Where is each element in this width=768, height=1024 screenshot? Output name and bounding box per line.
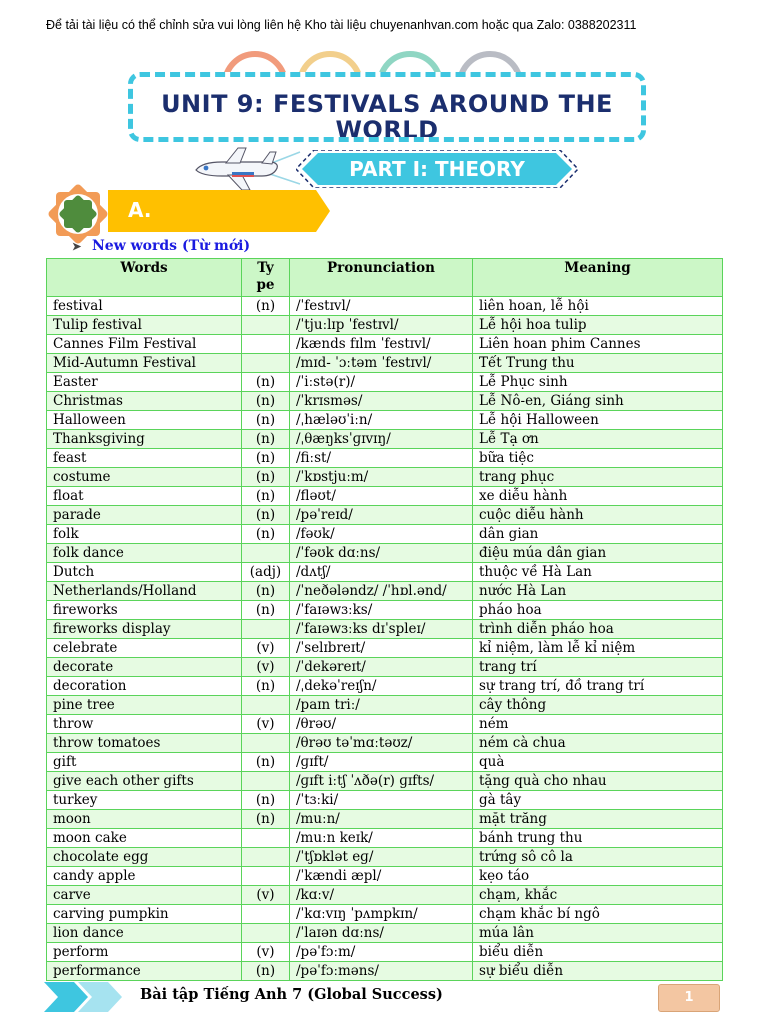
word-cell: costume bbox=[47, 468, 242, 487]
type-cell: (v) bbox=[242, 658, 290, 677]
table-row bbox=[47, 316, 723, 335]
pronunciation-cell: /ˈselɪbreɪt/ bbox=[290, 639, 473, 658]
double-chevron-icon bbox=[44, 982, 128, 1012]
word-cell: fireworks display bbox=[47, 620, 242, 639]
word-cell: Dutch bbox=[47, 563, 242, 582]
word-cell: give each other gifts bbox=[47, 772, 242, 791]
table-row bbox=[47, 297, 723, 316]
word-cell: fireworks bbox=[47, 601, 242, 620]
type-cell bbox=[242, 734, 290, 753]
table-row bbox=[47, 335, 723, 354]
title-box bbox=[128, 72, 646, 142]
pronunciation-cell: /muːn keɪk/ bbox=[290, 829, 473, 848]
pronunciation-cell: /ˈkrɪsməs/ bbox=[290, 392, 473, 411]
meaning-cell: Lễ hội Halloween bbox=[473, 411, 723, 430]
pronunciation-cell: /dʌtʃ/ bbox=[290, 563, 473, 582]
type-cell bbox=[242, 829, 290, 848]
column-header-type-label: Type bbox=[256, 260, 275, 293]
table-row bbox=[47, 715, 723, 734]
word-cell: Cannes Film Festival bbox=[47, 335, 242, 354]
type-cell: (adj) bbox=[242, 563, 290, 582]
meaning-cell: trang trí bbox=[473, 658, 723, 677]
word-cell: throw tomatoes bbox=[47, 734, 242, 753]
type-cell bbox=[242, 905, 290, 924]
word-cell: turkey bbox=[47, 791, 242, 810]
table-row bbox=[47, 677, 723, 696]
download-note: Để tải tài liệu có thể chỉnh sửa vui lòng liên hệ Kho tài liệu chuyenanhvan.com hoặc qua Zalo: 0388202311 bbox=[46, 18, 637, 32]
table-row bbox=[47, 639, 723, 658]
pronunciation-cell: /ˈtɜːki/ bbox=[290, 791, 473, 810]
column-header-words: Words bbox=[47, 259, 242, 297]
pronunciation-cell: /θrəʊ/ bbox=[290, 715, 473, 734]
new-words-heading bbox=[72, 238, 250, 254]
type-cell bbox=[242, 544, 290, 563]
table-row bbox=[47, 886, 723, 905]
meaning-cell: bữa tiệc bbox=[473, 449, 723, 468]
type-cell bbox=[242, 848, 290, 867]
meaning-cell: chạm, khắc bbox=[473, 886, 723, 905]
type-cell: (n) bbox=[242, 449, 290, 468]
type-cell: (n) bbox=[242, 392, 290, 411]
type-cell: (n) bbox=[242, 810, 290, 829]
table-row bbox=[47, 791, 723, 810]
word-cell: celebrate bbox=[47, 639, 242, 658]
table-row bbox=[47, 544, 723, 563]
table-row bbox=[47, 468, 723, 487]
table-row bbox=[47, 905, 723, 924]
pronunciation-cell: /ˈfaɪəwɜːks/ bbox=[290, 601, 473, 620]
table-row bbox=[47, 696, 723, 715]
type-cell: (n) bbox=[242, 430, 290, 449]
table-row bbox=[47, 962, 723, 981]
table-row bbox=[47, 734, 723, 753]
word-cell: festival bbox=[47, 297, 242, 316]
type-cell bbox=[242, 316, 290, 335]
pronunciation-cell: /paɪn triː/ bbox=[290, 696, 473, 715]
column-header-type bbox=[242, 259, 290, 297]
pronunciation-cell: /pəˈfɔːm/ bbox=[290, 943, 473, 962]
meaning-cell: liên hoan, lễ hội bbox=[473, 297, 723, 316]
meaning-cell: Lễ hội hoa tulip bbox=[473, 316, 723, 335]
meaning-cell: dân gian bbox=[473, 525, 723, 544]
table-row bbox=[47, 753, 723, 772]
pronunciation-cell: /kænds fɪlm ˈfestɪvl/ bbox=[290, 335, 473, 354]
table-row bbox=[47, 373, 723, 392]
pronunciation-cell: /ˈdekəreɪt/ bbox=[290, 658, 473, 677]
type-cell bbox=[242, 335, 290, 354]
type-cell bbox=[242, 924, 290, 943]
pronunciation-cell: /θrəʊ təˈmɑːtəʊz/ bbox=[290, 734, 473, 753]
type-cell: (n) bbox=[242, 411, 290, 430]
pronunciation-cell: /ˈfaɪəwɜːks dɪˈspleɪ/ bbox=[290, 620, 473, 639]
type-cell: (v) bbox=[242, 639, 290, 658]
type-cell: (n) bbox=[242, 525, 290, 544]
word-cell: candy apple bbox=[47, 867, 242, 886]
bullet-arrow-icon: ➤ bbox=[72, 240, 82, 253]
pronunciation-cell: /ˈkændi æpl/ bbox=[290, 867, 473, 886]
word-cell: folk bbox=[47, 525, 242, 544]
pronunciation-cell: /pəˈreɪd/ bbox=[290, 506, 473, 525]
type-cell bbox=[242, 772, 290, 791]
pronunciation-cell: /muːn/ bbox=[290, 810, 473, 829]
word-cell: chocolate egg bbox=[47, 848, 242, 867]
pronunciation-cell: /ˌdekəˈreɪʃn/ bbox=[290, 677, 473, 696]
type-cell: (n) bbox=[242, 468, 290, 487]
footer-book-title: Bài tập Tiếng Anh 7 (Global Success) bbox=[140, 986, 443, 1003]
meaning-cell: Tết Trung thu bbox=[473, 354, 723, 373]
meaning-cell: Lễ Nô-en, Giáng sinh bbox=[473, 392, 723, 411]
word-cell: moon bbox=[47, 810, 242, 829]
word-cell: float bbox=[47, 487, 242, 506]
section-label: A. bbox=[128, 198, 152, 222]
type-cell bbox=[242, 696, 290, 715]
word-cell: carving pumpkin bbox=[47, 905, 242, 924]
table-row bbox=[47, 829, 723, 848]
pronunciation-cell: /ˌhæləʊˈiːn/ bbox=[290, 411, 473, 430]
new-words-label: New words (Từ mới) bbox=[92, 238, 251, 254]
table-row bbox=[47, 867, 723, 886]
word-cell: carve bbox=[47, 886, 242, 905]
pronunciation-cell: /ˌθæŋksˈɡɪvɪŋ/ bbox=[290, 430, 473, 449]
pronunciation-cell: /ˈkɑːvɪŋ ˈpʌmpkɪn/ bbox=[290, 905, 473, 924]
word-cell: perform bbox=[47, 943, 242, 962]
meaning-cell: chạm khắc bí ngô bbox=[473, 905, 723, 924]
pronunciation-cell: /ˈneðələndz/ /ˈhɒl.ənd/ bbox=[290, 582, 473, 601]
pronunciation-cell: /fləʊt/ bbox=[290, 487, 473, 506]
word-cell: decorate bbox=[47, 658, 242, 677]
pronunciation-cell: /ˈkɒstjuːm/ bbox=[290, 468, 473, 487]
table-row bbox=[47, 430, 723, 449]
meaning-cell: nước Hà Lan bbox=[473, 582, 723, 601]
type-cell: (n) bbox=[242, 753, 290, 772]
word-cell: Thanksgiving bbox=[47, 430, 242, 449]
type-cell bbox=[242, 620, 290, 639]
word-cell: Tulip festival bbox=[47, 316, 242, 335]
pronunciation-cell: /ˈtjuːlɪp ˈfestɪvl/ bbox=[290, 316, 473, 335]
meaning-cell: kỉ niệm, làm lễ kỉ niệm bbox=[473, 639, 723, 658]
word-cell: Mid-Autumn Festival bbox=[47, 354, 242, 373]
type-cell: (n) bbox=[242, 791, 290, 810]
pronunciation-cell: /ˈfəʊk dɑːns/ bbox=[290, 544, 473, 563]
type-cell: (n) bbox=[242, 582, 290, 601]
meaning-cell: pháo hoa bbox=[473, 601, 723, 620]
type-cell: (n) bbox=[242, 297, 290, 316]
type-cell: (v) bbox=[242, 943, 290, 962]
table-row bbox=[47, 487, 723, 506]
pronunciation-cell: /mɪd- ˈɔːtəm ˈfestɪvl/ bbox=[290, 354, 473, 373]
word-cell: folk dance bbox=[47, 544, 242, 563]
table-row bbox=[47, 449, 723, 468]
type-cell: (n) bbox=[242, 506, 290, 525]
pronunciation-cell: /fəʊk/ bbox=[290, 525, 473, 544]
word-cell: pine tree bbox=[47, 696, 242, 715]
meaning-cell: sự trang trí, đồ trang trí bbox=[473, 677, 723, 696]
type-cell: (v) bbox=[242, 715, 290, 734]
vocabulary-table-body bbox=[47, 297, 723, 981]
word-cell: Halloween bbox=[47, 411, 242, 430]
pronunciation-cell: /kɑːv/ bbox=[290, 886, 473, 905]
word-cell: Christmas bbox=[47, 392, 242, 411]
word-cell: performance bbox=[47, 962, 242, 981]
meaning-cell: Lễ Phục sinh bbox=[473, 373, 723, 392]
table-row bbox=[47, 354, 723, 373]
table-row bbox=[47, 658, 723, 677]
word-cell: gift bbox=[47, 753, 242, 772]
meaning-cell: kẹo táo bbox=[473, 867, 723, 886]
type-cell: (n) bbox=[242, 962, 290, 981]
table-row bbox=[47, 848, 723, 867]
meaning-cell: thuộc về Hà Lan bbox=[473, 563, 723, 582]
word-cell: feast bbox=[47, 449, 242, 468]
page-number: 1 bbox=[658, 984, 720, 1012]
meaning-cell: điệu múa dân gian bbox=[473, 544, 723, 563]
meaning-cell: múa lân bbox=[473, 924, 723, 943]
meaning-cell: cây thông bbox=[473, 696, 723, 715]
type-cell bbox=[242, 867, 290, 886]
pronunciation-cell: /ɡɪft/ bbox=[290, 753, 473, 772]
flower-badge-icon bbox=[46, 182, 110, 246]
meaning-cell: trứng sô cô la bbox=[473, 848, 723, 867]
meaning-cell: trình diễn pháo hoa bbox=[473, 620, 723, 639]
pronunciation-cell: /ɡɪft iːtʃ ˈʌðə(r) ɡɪfts/ bbox=[290, 772, 473, 791]
column-header-pronunciation: Pronunciation bbox=[290, 259, 473, 297]
table-header-row bbox=[47, 259, 723, 297]
pronunciation-cell: /ˈtʃɒklət eɡ/ bbox=[290, 848, 473, 867]
table-row bbox=[47, 563, 723, 582]
table-row bbox=[47, 810, 723, 829]
type-cell: (n) bbox=[242, 487, 290, 506]
pronunciation-cell: /ˈlaɪən dɑːns/ bbox=[290, 924, 473, 943]
meaning-cell: biểu diễn bbox=[473, 943, 723, 962]
table-row bbox=[47, 924, 723, 943]
vocabulary-table bbox=[46, 258, 723, 981]
type-cell: (n) bbox=[242, 601, 290, 620]
word-cell: Netherlands/Holland bbox=[47, 582, 242, 601]
meaning-cell: ném bbox=[473, 715, 723, 734]
meaning-cell: trang phục bbox=[473, 468, 723, 487]
airplane-icon bbox=[192, 146, 302, 192]
pronunciation-cell: /ˈfestɪvl/ bbox=[290, 297, 473, 316]
table-row bbox=[47, 620, 723, 639]
column-header-meaning: Meaning bbox=[473, 259, 723, 297]
meaning-cell: quà bbox=[473, 753, 723, 772]
meaning-cell: sự biểu diễn bbox=[473, 962, 723, 981]
unit-title: UNIT 9: FESTIVALS AROUND THE WORLD bbox=[161, 90, 613, 142]
word-cell: moon cake bbox=[47, 829, 242, 848]
word-cell: Easter bbox=[47, 373, 242, 392]
meaning-cell: tặng quà cho nhau bbox=[473, 772, 723, 791]
meaning-cell: mặt trăng bbox=[473, 810, 723, 829]
type-cell bbox=[242, 354, 290, 373]
meaning-cell: xe diễu hành bbox=[473, 487, 723, 506]
meaning-cell: Lễ Tạ ơn bbox=[473, 430, 723, 449]
meaning-cell: bánh trung thu bbox=[473, 829, 723, 848]
table-row bbox=[47, 582, 723, 601]
type-cell: (v) bbox=[242, 886, 290, 905]
pronunciation-cell: /ˈiːstə(r)/ bbox=[290, 373, 473, 392]
part-label: PART I: THEORY bbox=[349, 157, 525, 181]
pronunciation-cell: /fiːst/ bbox=[290, 449, 473, 468]
type-cell: (n) bbox=[242, 373, 290, 392]
word-cell: lion dance bbox=[47, 924, 242, 943]
meaning-cell: Liên hoan phim Cannes bbox=[473, 335, 723, 354]
word-cell: throw bbox=[47, 715, 242, 734]
table-row bbox=[47, 943, 723, 962]
word-cell: decoration bbox=[47, 677, 242, 696]
pronunciation-cell: /pəˈfɔːməns/ bbox=[290, 962, 473, 981]
table-row bbox=[47, 392, 723, 411]
meaning-cell: ném cà chua bbox=[473, 734, 723, 753]
meaning-cell: cuộc diễu hành bbox=[473, 506, 723, 525]
meaning-cell: gà tây bbox=[473, 791, 723, 810]
table-row bbox=[47, 772, 723, 791]
table-row bbox=[47, 525, 723, 544]
type-cell: (n) bbox=[242, 677, 290, 696]
word-cell: parade bbox=[47, 506, 242, 525]
table-row bbox=[47, 506, 723, 525]
table-row bbox=[47, 601, 723, 620]
table-row bbox=[47, 411, 723, 430]
